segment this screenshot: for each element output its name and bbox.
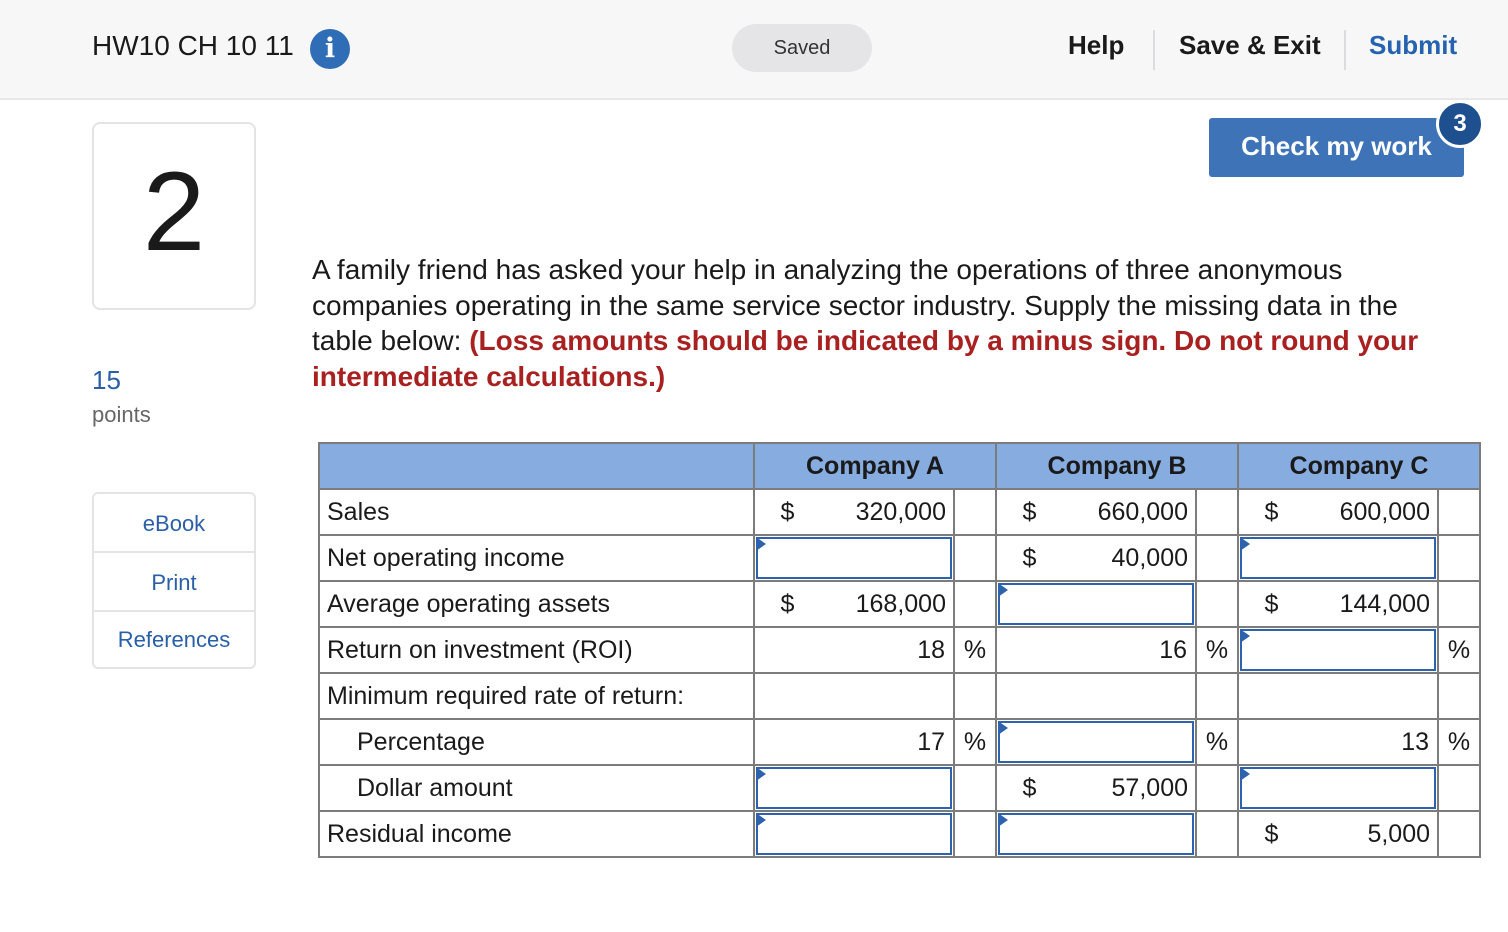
percent-sign: % bbox=[1438, 719, 1480, 765]
column-company-c: Company C bbox=[1238, 443, 1480, 489]
percent-sign: % bbox=[1196, 627, 1238, 673]
question-body: A family friend has asked your help in analyzing the operations of three anonymous companies operating in the same service sector industry. Supply the missing data in the table below: bbox=[312, 254, 1398, 356]
assets-b-input[interactable] bbox=[998, 583, 1194, 625]
checks-remaining-badge: 3 bbox=[1436, 100, 1484, 148]
empty-cell bbox=[996, 673, 1196, 719]
submit-link[interactable]: Submit bbox=[1369, 30, 1458, 60]
roi-a-value: 18 bbox=[754, 627, 954, 673]
save-exit-link[interactable]: Save & Exit bbox=[1179, 30, 1321, 60]
table-row bbox=[319, 811, 1480, 857]
table-row bbox=[319, 489, 1480, 535]
ebook-link[interactable]: eBook bbox=[94, 494, 254, 553]
points-value: 15 bbox=[92, 365, 121, 395]
input-flag-icon bbox=[1240, 537, 1250, 551]
empty-cell bbox=[1438, 581, 1480, 627]
currency-sign: $ bbox=[996, 489, 1062, 535]
input-flag-icon bbox=[1240, 767, 1250, 781]
residual-b-cell bbox=[996, 811, 1196, 857]
nav-divider bbox=[1153, 30, 1155, 70]
company-data-table bbox=[318, 442, 1481, 858]
roi-c-input[interactable] bbox=[1240, 629, 1436, 671]
dollar-amount-a-input[interactable] bbox=[756, 767, 952, 809]
question-text bbox=[312, 252, 1462, 394]
check-my-work-button[interactable]: Check my work bbox=[1209, 118, 1464, 177]
column-company-b: Company B bbox=[996, 443, 1238, 489]
row-label: Average operating assets bbox=[319, 581, 754, 627]
percentage-b-input[interactable] bbox=[998, 721, 1194, 763]
empty-cell bbox=[1438, 765, 1480, 811]
question-instruction: (Loss amounts should be indicated by a minus sign. Do not round your intermediate calculations.) bbox=[312, 325, 1419, 392]
empty-cell bbox=[954, 673, 996, 719]
sales-a-value: 320,000 bbox=[820, 489, 954, 535]
input-flag-icon bbox=[756, 813, 766, 827]
top-bar bbox=[0, 0, 1508, 100]
row-label: Sales bbox=[319, 489, 754, 535]
empty-cell bbox=[1196, 765, 1238, 811]
empty-cell bbox=[1438, 673, 1480, 719]
input-flag-icon bbox=[998, 721, 1008, 735]
assets-b-cell bbox=[996, 581, 1196, 627]
empty-cell bbox=[754, 673, 954, 719]
noi-a-cell bbox=[754, 535, 954, 581]
row-label: Residual income bbox=[319, 811, 754, 857]
table-row bbox=[319, 719, 1480, 765]
noi-a-input[interactable] bbox=[756, 537, 952, 579]
currency-sign: $ bbox=[996, 765, 1062, 811]
empty-cell bbox=[1196, 489, 1238, 535]
row-label: Dollar amount bbox=[319, 765, 754, 811]
roi-c-cell bbox=[1238, 627, 1438, 673]
empty-cell bbox=[954, 581, 996, 627]
currency-sign: $ bbox=[1238, 489, 1304, 535]
empty-cell bbox=[1438, 811, 1480, 857]
residual-c-value: 5,000 bbox=[1304, 811, 1438, 857]
dollar-amount-c-input[interactable] bbox=[1240, 767, 1436, 809]
empty-cell bbox=[1238, 673, 1438, 719]
table-row bbox=[319, 673, 1480, 719]
references-link[interactable]: References bbox=[117, 627, 231, 652]
dollar-amount-c-cell bbox=[1238, 765, 1438, 811]
empty-cell bbox=[1196, 535, 1238, 581]
assets-c-value: 144,000 bbox=[1304, 581, 1438, 627]
input-flag-icon bbox=[998, 583, 1008, 597]
dollar-amount-b-value: 57,000 bbox=[1062, 765, 1196, 811]
points-label: points bbox=[92, 402, 151, 427]
residual-a-cell bbox=[754, 811, 954, 857]
input-flag-icon bbox=[756, 767, 766, 781]
empty-cell bbox=[1196, 581, 1238, 627]
input-flag-icon bbox=[998, 813, 1008, 827]
nav-divider bbox=[1344, 30, 1346, 70]
residual-b-input[interactable] bbox=[998, 813, 1194, 855]
residual-a-input[interactable] bbox=[756, 813, 952, 855]
sales-b-value: 660,000 bbox=[1062, 489, 1196, 535]
noi-c-input[interactable] bbox=[1240, 537, 1436, 579]
percent-sign: % bbox=[1196, 719, 1238, 765]
saved-status-badge: Saved bbox=[732, 24, 872, 72]
currency-sign: $ bbox=[1238, 811, 1304, 857]
assignment-title: HW10 CH 10 11 bbox=[92, 30, 294, 61]
resource-links bbox=[92, 492, 256, 669]
row-label: Net operating income bbox=[319, 535, 754, 581]
sales-c-value: 600,000 bbox=[1304, 489, 1438, 535]
input-flag-icon bbox=[1240, 629, 1250, 643]
input-flag-icon bbox=[756, 537, 766, 551]
currency-sign: $ bbox=[754, 581, 820, 627]
roi-b-value: 16 bbox=[996, 627, 1196, 673]
question-number: 2 bbox=[142, 149, 206, 274]
column-company-a: Company A bbox=[754, 443, 996, 489]
percentage-c-value: 13 bbox=[1238, 719, 1438, 765]
empty-cell bbox=[1438, 535, 1480, 581]
row-label: Percentage bbox=[319, 719, 754, 765]
percentage-a-value: 17 bbox=[754, 719, 954, 765]
empty-cell bbox=[1196, 673, 1238, 719]
percentage-b-cell bbox=[996, 719, 1196, 765]
currency-sign: $ bbox=[1238, 581, 1304, 627]
empty-cell bbox=[1196, 811, 1238, 857]
table-row bbox=[319, 535, 1480, 581]
noi-b-value: 40,000 bbox=[1062, 535, 1196, 581]
empty-cell bbox=[954, 765, 996, 811]
table-row bbox=[319, 627, 1480, 673]
row-label: Return on investment (ROI) bbox=[319, 627, 754, 673]
table-row bbox=[319, 765, 1480, 811]
help-link[interactable]: Help bbox=[1068, 30, 1125, 60]
percent-sign: % bbox=[1438, 627, 1480, 673]
percent-sign: % bbox=[954, 719, 996, 765]
table-header-row bbox=[319, 443, 1480, 489]
empty-cell bbox=[1438, 489, 1480, 535]
print-link[interactable]: Print bbox=[94, 553, 254, 612]
row-label: Minimum required rate of return: bbox=[319, 673, 754, 719]
currency-sign: $ bbox=[996, 535, 1062, 581]
currency-sign: $ bbox=[754, 489, 820, 535]
empty-cell bbox=[954, 489, 996, 535]
header-blank bbox=[319, 443, 754, 489]
dollar-amount-a-cell bbox=[754, 765, 954, 811]
noi-c-cell bbox=[1238, 535, 1438, 581]
percent-sign: % bbox=[954, 627, 996, 673]
empty-cell bbox=[954, 535, 996, 581]
table-row bbox=[319, 581, 1480, 627]
assets-a-value: 168,000 bbox=[820, 581, 954, 627]
info-icon[interactable]: i bbox=[310, 29, 350, 69]
empty-cell bbox=[954, 811, 996, 857]
